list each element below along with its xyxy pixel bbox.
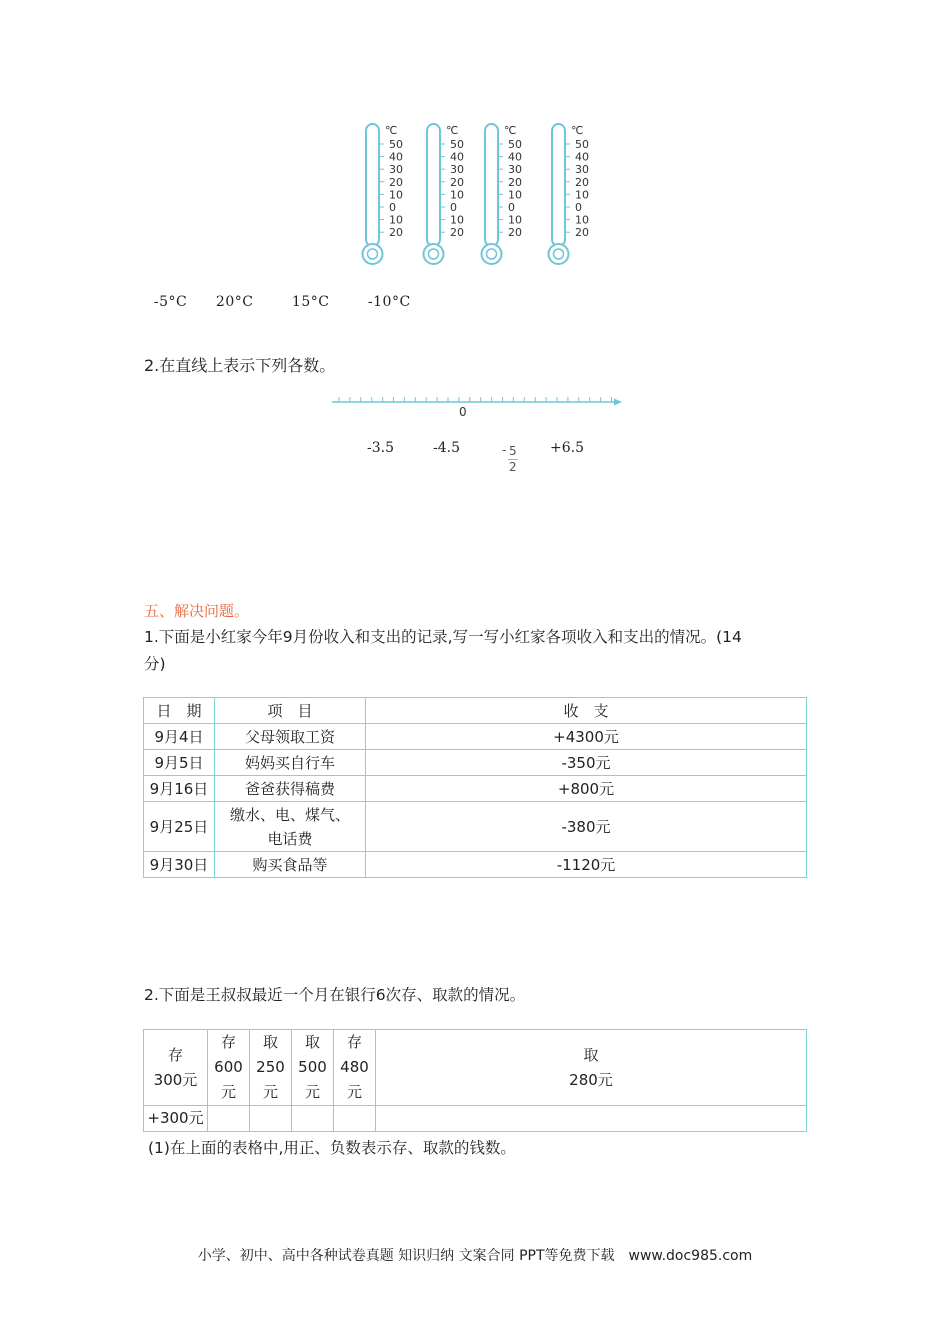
income-expense-table: [143, 697, 807, 878]
thermometer-scale-label: 20: [575, 175, 589, 189]
thermometer-scale-label: 30: [450, 163, 464, 177]
answers-row: [144, 1106, 807, 1132]
temperature-list: [144, 278, 411, 310]
temperature-3: 15°C: [291, 294, 330, 310]
thermometer-scale-label: 20: [508, 175, 522, 189]
thermometer-1: [360, 122, 430, 268]
table-header-row: [144, 698, 807, 724]
value-3: +6.5: [550, 440, 584, 456]
header-amount: 收 支: [366, 698, 807, 724]
value-1: -3.5: [367, 440, 394, 456]
thermometer-scale-label: 20: [389, 226, 403, 240]
thermometer-scale-label: 0: [575, 201, 582, 214]
transactions-row: [144, 1030, 807, 1106]
row-amount: -380元: [366, 802, 807, 852]
row-date: 9月16日: [144, 776, 215, 802]
question-5-2-title: 2.下面是王叔叔最近一个月在银行6次存、取款的情况。: [144, 986, 526, 1004]
thermometer-scale-label: 10: [575, 188, 589, 202]
number-line: [330, 394, 625, 424]
transaction-cell: 取 250元: [250, 1030, 292, 1106]
thermometer-scale-label: 50: [450, 138, 464, 151]
table-row: [144, 802, 807, 852]
thermometer-scale-label: 40: [575, 150, 589, 164]
row-item: 父母领取工资: [215, 724, 366, 750]
section-5-title: 五、解决问题。: [144, 602, 250, 620]
transaction-cell: 存 600元: [208, 1030, 250, 1106]
answer-cell[interactable]: [376, 1106, 807, 1132]
thermometer-scale-label: 20: [389, 175, 403, 189]
thermometer-scale-label: 30: [575, 163, 589, 177]
thermometer-scale-label: 0: [450, 201, 457, 214]
transaction-cell: 取 280元: [376, 1030, 807, 1106]
celsius-unit: ℃: [446, 124, 459, 137]
table-row: [144, 852, 807, 878]
thermometer-scale-label: 10: [508, 213, 522, 227]
thermometer-3: [479, 122, 549, 268]
thermometer-scale-label: 10: [450, 213, 464, 227]
thermometer-scale-label: 10: [575, 213, 589, 227]
question-2-title: 2.在直线上表示下列各数。: [144, 356, 336, 375]
value-2: -4.5: [433, 440, 460, 456]
row-item: 妈妈买自行车: [215, 750, 366, 776]
row-date: 9月30日: [144, 852, 215, 878]
thermometer-scale-label: 20: [508, 226, 522, 240]
temperature-4: -10°C: [367, 294, 411, 310]
bank-transactions-table: [143, 1029, 807, 1132]
thermometer-scale-label: 0: [508, 201, 515, 214]
page-footer: 小学、初中、高中各种试卷真题 知识归纳 文案合同 PPT等免费下载 www.doc985.com: [197, 1248, 753, 1264]
thermometer-scale-label: 50: [575, 138, 589, 151]
answer-cell[interactable]: [292, 1106, 334, 1132]
thermometer-4: [546, 122, 616, 268]
answer-cell[interactable]: [208, 1106, 250, 1132]
thermometer-scale-label: 10: [389, 213, 403, 227]
answer-cell[interactable]: +300元: [144, 1106, 208, 1132]
row-item: 缴水、电、煤气、电话费: [215, 802, 366, 852]
question-5-1-line1: 1.下面是小红家今年9月份收入和支出的记录,写一写小红家各项收入和支出的情况。(14: [144, 628, 742, 646]
celsius-unit: ℃: [504, 124, 517, 137]
table-row: [144, 776, 807, 802]
fraction-denominator: 2: [509, 460, 517, 474]
row-amount: +800元: [366, 776, 807, 802]
fraction-numerator: 5: [509, 444, 517, 458]
row-amount: -1120元: [366, 852, 807, 878]
zero-label: 0: [459, 405, 467, 419]
arrow-right-icon: [614, 399, 622, 406]
row-amount: -350元: [366, 750, 807, 776]
thermometer-scale-label: 40: [508, 150, 522, 164]
row-date: 9月25日: [144, 802, 215, 852]
thermometer-scale-label: 40: [450, 150, 464, 164]
celsius-unit: ℃: [385, 124, 398, 137]
question-5-1-line2: 分): [144, 655, 166, 673]
answer-cell[interactable]: [250, 1106, 292, 1132]
temperature-1: -5°C: [153, 294, 188, 310]
thermometer-scale-label: 20: [450, 226, 464, 240]
temperature-2: 20°C: [215, 294, 254, 310]
thermometer-scale-label: 20: [575, 226, 589, 240]
header-date: 日 期: [144, 698, 215, 724]
celsius-unit: ℃: [571, 124, 584, 137]
transaction-cell: 取 500元: [292, 1030, 334, 1106]
transaction-cell: 存 300元: [144, 1030, 208, 1106]
thermometer-scale-label: 10: [389, 188, 403, 202]
answer-cell[interactable]: [334, 1106, 376, 1132]
transaction-cell: 存 480元: [334, 1030, 376, 1106]
thermometer-scale-label: 30: [389, 163, 403, 177]
row-amount: +4300元: [366, 724, 807, 750]
header-item: 项 目: [215, 698, 366, 724]
thermometer-scale-label: 50: [508, 138, 522, 151]
row-date: 9月5日: [144, 750, 215, 776]
thermometer-scale-label: 0: [389, 201, 396, 214]
thermometer-scale-label: 40: [389, 150, 403, 164]
thermometer-scale-label: 20: [450, 175, 464, 189]
row-item: 购买食品等: [215, 852, 366, 878]
thermometer-scale-label: 10: [450, 188, 464, 202]
table-row: [144, 750, 807, 776]
table-row: [144, 724, 807, 750]
fraction-sign: -: [502, 443, 507, 457]
thermometer-scale-label: 30: [508, 163, 522, 177]
thermometer-scale-label: 10: [508, 188, 522, 202]
question-5-2-sub1: (1)在上面的表格中,用正、负数表示存、取款的钱数。: [148, 1139, 516, 1157]
row-date: 9月4日: [144, 724, 215, 750]
row-item: 爸爸获得稿费: [215, 776, 366, 802]
thermometer-scale-label: 50: [389, 138, 403, 151]
